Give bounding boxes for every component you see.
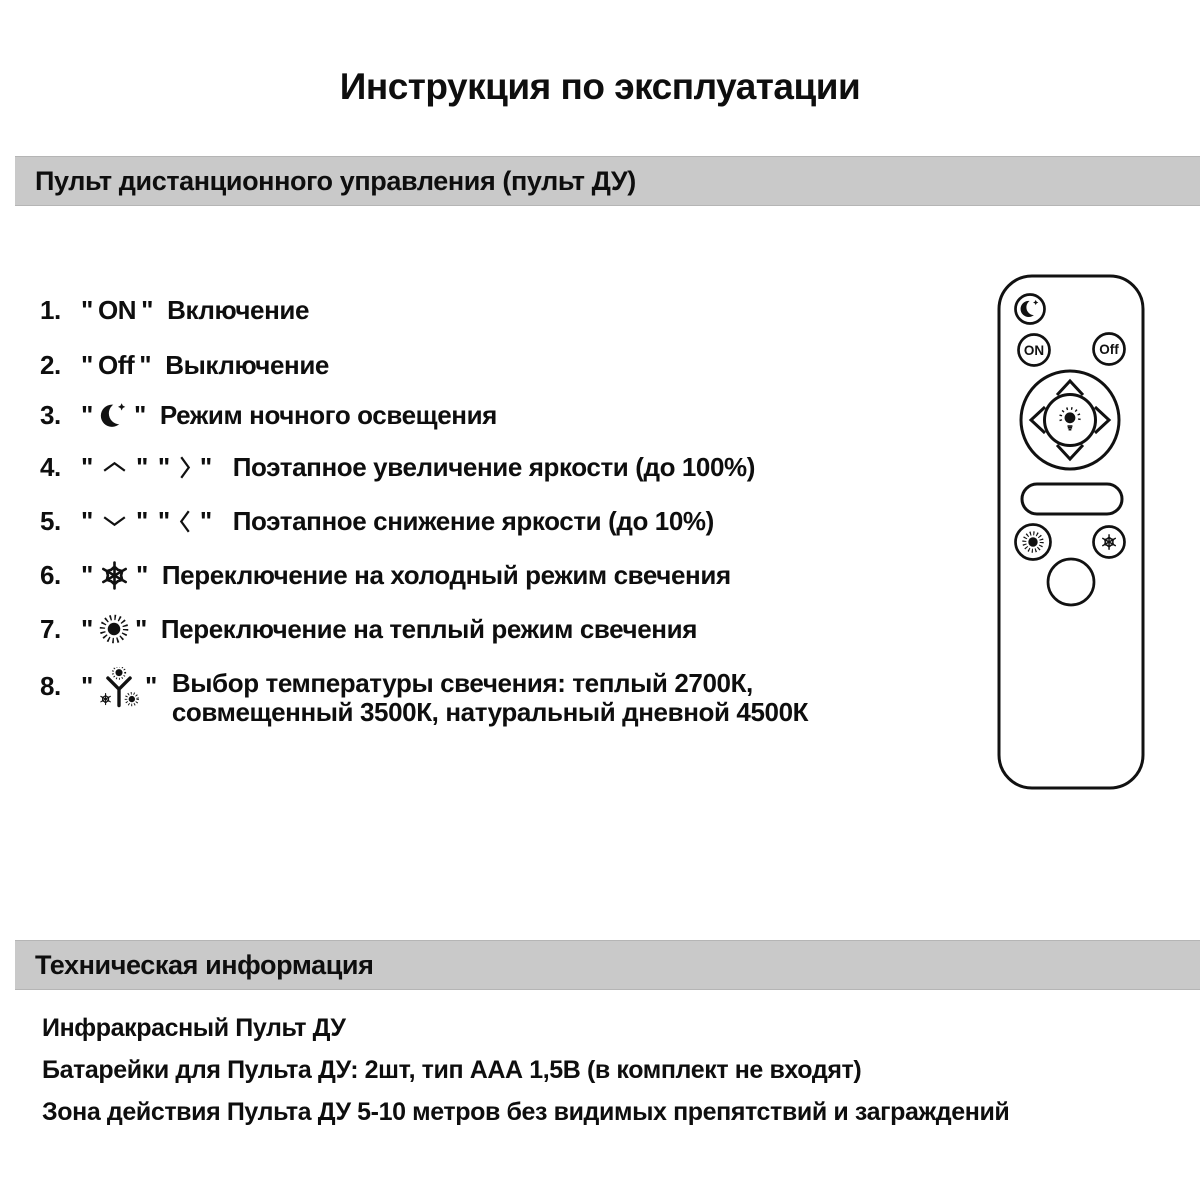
item-text: Включение (167, 294, 310, 325)
remote-off-label: Off (1099, 342, 1119, 357)
remote-warm-button (1016, 525, 1051, 560)
item-number: 5. (40, 505, 61, 536)
moon-icon (98, 400, 129, 431)
item-text: Поэтапное увеличение яркости (до 100%) (232, 451, 756, 482)
tech-line: Инфракрасный Пульт ДУ (42, 1014, 346, 1042)
quote-mark: " (81, 613, 93, 644)
list-item-brightness-up (40, 450, 755, 484)
remote-dpad (1021, 371, 1119, 469)
quote-mark: " (81, 294, 93, 325)
off-key-label: Off (97, 349, 135, 380)
remote-cold-button (1094, 527, 1125, 558)
item-text: Переключение на теплый режим свечения (160, 613, 697, 644)
item-number: 7. (40, 613, 61, 644)
list-item-cold-mode (40, 558, 731, 592)
sun-icon (98, 613, 130, 645)
quote-mark: " (199, 451, 212, 482)
quote-mark: " (81, 399, 93, 430)
quote-mark: " (135, 505, 148, 536)
list-item-brightness-down (40, 504, 714, 538)
item-text-line2: совмещенный 3500К, натуральный дневной 4500К (171, 697, 809, 727)
quote-mark: " (81, 559, 93, 590)
quote-mark: " (81, 671, 93, 701)
remote-pill-button (1022, 484, 1122, 514)
item-number: 1. (40, 294, 61, 325)
quote-mark: " (139, 349, 152, 380)
list-item-night-mode (40, 398, 497, 432)
quote-mark: " (135, 451, 148, 482)
item-number: 3. (40, 399, 61, 430)
chevron-down-icon (98, 511, 131, 531)
quote-mark: " (133, 399, 146, 430)
quote-mark: " (81, 349, 93, 380)
item-text-line1: Выбор температуры свечения: теплый 2700К, (171, 668, 753, 698)
item-number: 2. (40, 349, 61, 380)
tech-line: Батарейки для Пульта ДУ: 2шт, тип ААА 1,5В (в комплект не входят) (42, 1056, 862, 1084)
quote-mark: " (81, 451, 93, 482)
on-key-label: ON (97, 294, 137, 325)
quote-mark: " (81, 505, 93, 536)
item-text: Переключение на холодный режим свечения (161, 559, 731, 590)
remote-diagram (972, 262, 1167, 807)
item-number: 4. (40, 451, 61, 482)
quote-mark: " (157, 451, 170, 482)
tech-line: Зона действия Пульта ДУ 5-10 метров без видимых препятствий и заграждений (42, 1098, 1010, 1126)
list-item-on (40, 293, 309, 327)
section-header-tech (15, 940, 1200, 990)
item-text (172, 669, 808, 727)
list-item-off (40, 348, 329, 382)
remote-on-label: ON (1023, 343, 1045, 358)
tech-info (42, 1016, 1009, 1142)
item-text: Выключение (165, 349, 329, 380)
quote-mark: " (199, 505, 212, 536)
chevron-right-icon (175, 451, 195, 484)
quote-mark: " (134, 613, 147, 644)
remote-night-button (1016, 295, 1045, 324)
quote-mark: " (141, 294, 154, 325)
item-text: Режим ночного освещения (159, 399, 497, 430)
chevron-up-icon (98, 457, 131, 477)
section-header-remote-label: Пульт дистанционного управления (пульт ДУ) (35, 165, 636, 196)
item-text: Поэтапное снижение яркости (до 10%) (232, 505, 714, 536)
remote-bottom-button (1048, 559, 1094, 605)
page-title: Инструкция по эксплуатации (339, 66, 861, 107)
list-item-warm-mode (40, 612, 697, 646)
quote-mark: " (144, 671, 157, 701)
color-temperature-icon (98, 667, 140, 709)
remote-off-button (1094, 334, 1125, 365)
quote-mark: " (135, 559, 148, 590)
item-number: 6. (40, 559, 61, 590)
list-item-color-temperature (40, 669, 808, 727)
quote-mark: " (157, 505, 170, 536)
item-number: 8. (40, 671, 61, 701)
snowflake-icon (98, 559, 131, 592)
section-header-tech-label: Техническая информация (35, 949, 374, 980)
remote-on-button (1019, 335, 1050, 366)
chevron-left-icon (175, 505, 195, 538)
section-header-remote (15, 156, 1200, 206)
